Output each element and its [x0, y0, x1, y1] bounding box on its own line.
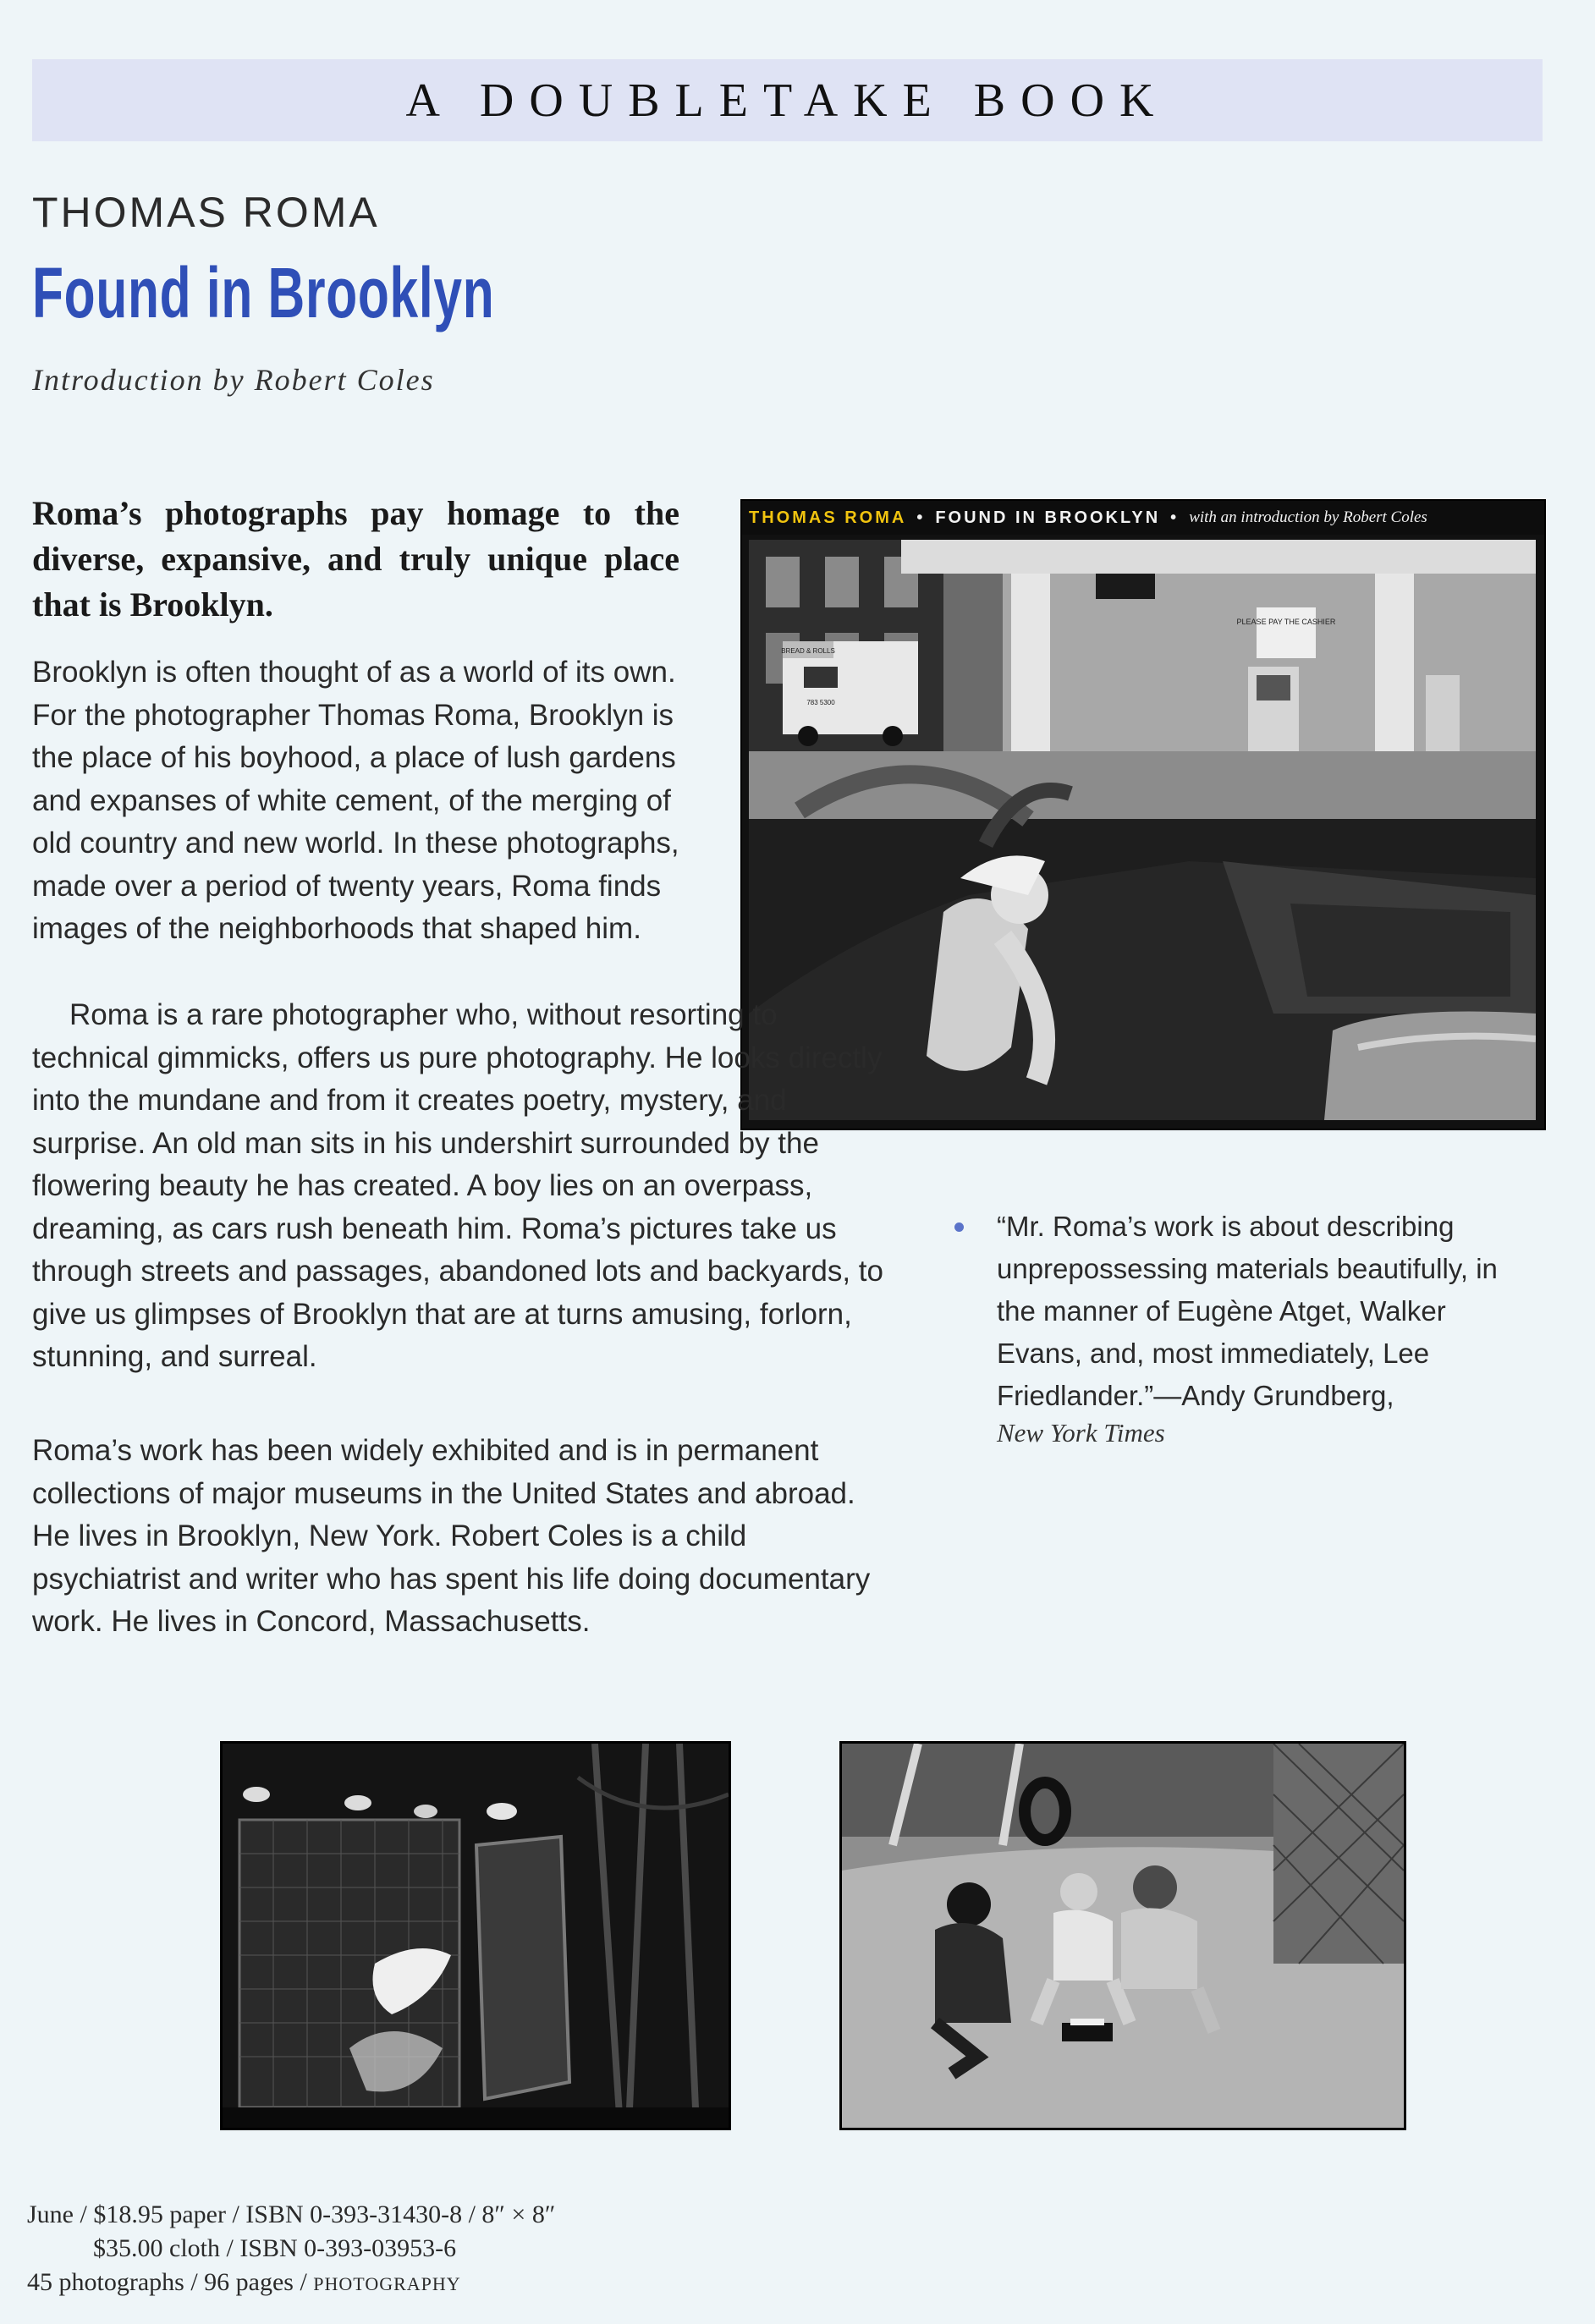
- banner-text: A DOUBLETAKE BOOK: [405, 74, 1169, 127]
- cover-separator-2: •: [1170, 508, 1180, 527]
- children-playing-illustration: [842, 1744, 1404, 2128]
- specs-line-pages: [27, 2266, 555, 2301]
- pigeon-coop-illustration: [223, 1744, 729, 2128]
- quote-source: New York Times: [997, 1418, 1165, 1448]
- body-paragraph-2: [32, 994, 899, 1379]
- cover-title-bar: [742, 501, 1544, 535]
- children-playing-photo: [839, 1741, 1406, 2130]
- specs-category: PHOTOGRAPHY: [313, 2273, 461, 2294]
- body-paragraph-2-text: Roma is a rare photographer who, without resorting to technical gimmicks, offers us pure photography. He looks directly into the mundane and from it creates poetry, mystery, and surprise. An old man sits in his undershirt surrounded by the flowering beauty he has created. A boy lies on an overpass, dreaming, as cars rush beneath him. Roma’s pictures take us through streets and passages, abandoned lots and backyards, to give us glimpses of Brooklyn that are at turns amusing, forlorn, stunning, and surreal.: [32, 998, 883, 1373]
- truck-sign-text: BREAD & ROLLS: [781, 647, 835, 655]
- publication-specs: [27, 2198, 555, 2301]
- station-sign-text: PLEASE PAY THE CASHIER: [1236, 618, 1336, 626]
- specs-line-paper: June / $18.95 paper / ISBN 0-393-31430-8 / 8″ × 8″: [27, 2200, 556, 2228]
- truck-phone-text: 783 5300: [806, 699, 835, 706]
- author-name: THOMAS ROMA: [32, 189, 380, 236]
- review-quote: “Mr. Roma’s work is about describing unprepossessing materials beautifully, in the manner of Eugène Atget, Walker Evans, and, most immediately, Lee Friedlander.”—Andy Grundberg,: [997, 1211, 1498, 1411]
- cover-author: THOMAS ROMA: [749, 508, 907, 527]
- pigeon-coop-photo: [220, 1741, 731, 2130]
- quote-bullet-icon: [954, 1222, 964, 1232]
- cover-subtitle: with an introduction by Robert Coles: [1189, 508, 1427, 526]
- cover-separator-1: •: [916, 508, 926, 527]
- introduction-credit: Introduction by Robert Coles: [32, 363, 435, 397]
- specs-pages-text: 45 photographs / 96 pages /: [27, 2268, 314, 2296]
- cover-title: FOUND IN BROOKLYN: [935, 508, 1161, 527]
- header-banner: [32, 59, 1543, 141]
- book-title: Found in Brooklyn: [32, 253, 495, 332]
- body-paragraph-3: Roma’s work has been widely exhibited and is in permanent collections of major museums in the United States and abroad. He lives in Brooklyn, New York. Robert Coles is a child psychiatrist and writer who has spent his life doing documentary work. He lives in Concord, Massachusetts.: [32, 1434, 871, 1638]
- lead-paragraph: Roma’s photographs pay homage to the diverse, expansive, and truly unique place that is Brooklyn.: [32, 494, 679, 624]
- specs-line-cloth: $35.00 cloth / ISBN 0-393-03953-6: [93, 2234, 457, 2262]
- body-paragraph-1: Brooklyn is often thought of as a world of its own. For the photographer Thomas Roma, Brooklyn is the place of his boyhood, a place of lush gardens and expanses of white cement, of the merging of old country and new world. In these photographs, made over a period of twenty years, Roma finds images of the neighborhoods that shaped him.: [32, 656, 679, 945]
